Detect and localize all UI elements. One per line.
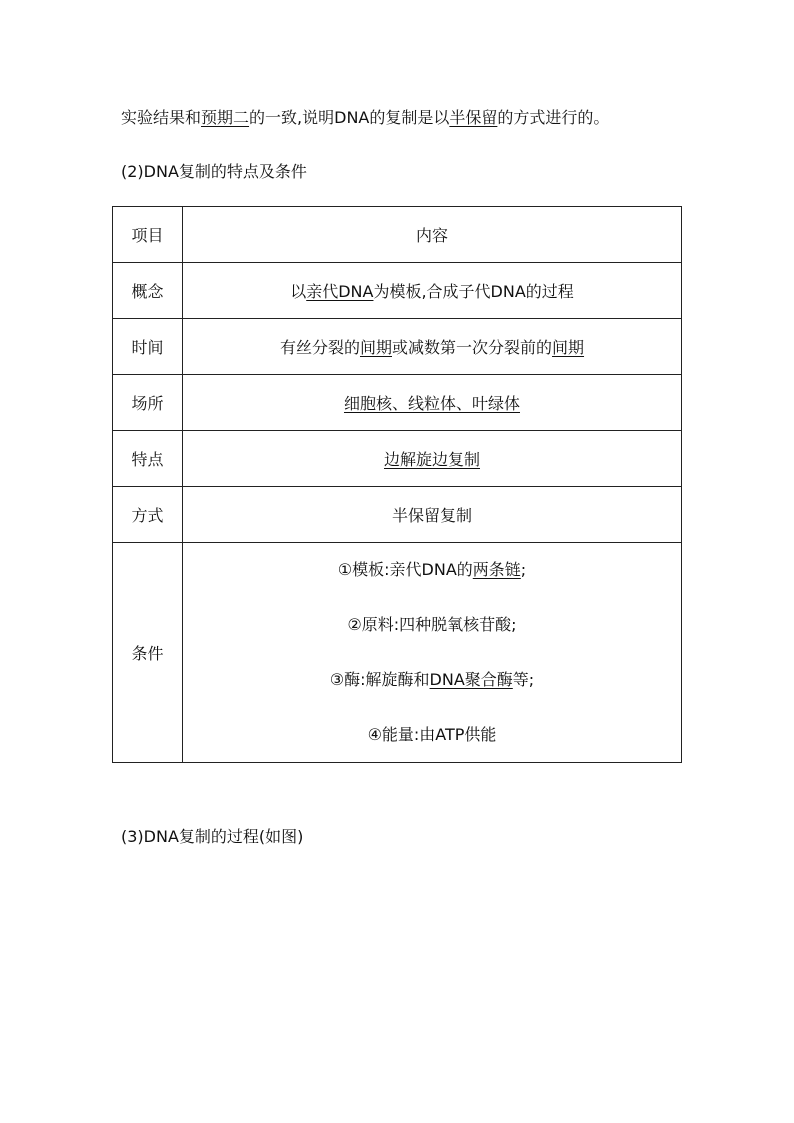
intro-underlined-1: 预期二 (201, 108, 250, 127)
dna-replication-table (112, 206, 682, 763)
intro-paragraph (121, 107, 609, 129)
time-label: 时间 (113, 319, 183, 375)
concept-content (183, 263, 682, 319)
place-underlined: 细胞核、线粒体、叶绿体 (343, 394, 520, 413)
section3-title: (3)DNA复制的过程(如图) (121, 827, 304, 846)
condition-3-text: ③酶:解旋酶和 (329, 670, 430, 689)
concept-text-post: 为模板,合成子代DNA的过程 (373, 282, 574, 301)
mode-label: 方式 (113, 487, 183, 543)
condition-line-4: ④能量:由ATP供能 (367, 725, 497, 744)
table-row-header (113, 207, 682, 263)
condition-1-end: ; (520, 560, 527, 579)
intro-text-3: 的方式进行的。 (497, 108, 610, 127)
condition-3-underlined: DNA聚合酶 (429, 670, 513, 689)
table-row-mode (113, 487, 682, 543)
condition-line-2: ②原料:四种脱氧核苷酸; (347, 615, 517, 634)
condition-1-text: ①模板:亲代DNA的 (337, 560, 473, 579)
header-item-cell: 项目 (113, 207, 183, 263)
place-label: 场所 (113, 375, 183, 431)
concept-label: 概念 (113, 263, 183, 319)
table-row-feature (113, 431, 682, 487)
table-row-place (113, 375, 682, 431)
condition-content (183, 543, 682, 763)
time-text-pre: 有丝分裂的 (279, 338, 360, 357)
condition-line-1 (183, 559, 681, 581)
intro-text-1: 实验结果和 (121, 108, 202, 127)
condition-line-3 (183, 669, 681, 691)
header-content-cell: 内容 (183, 207, 682, 263)
table-row-concept (113, 263, 682, 319)
section2-title: (2)DNA复制的特点及条件 (121, 162, 307, 181)
table-row-condition (113, 543, 682, 763)
intro-underlined-2: 半保留 (449, 108, 498, 127)
time-content (183, 319, 682, 375)
time-text-mid: 或减数第一次分裂前的 (392, 338, 553, 357)
concept-text-pre: 以 (290, 282, 307, 301)
mode-content: 半保留复制 (183, 487, 682, 543)
time-underlined-2: 间期 (552, 338, 585, 357)
condition-1-underlined: 两条链 (472, 560, 521, 579)
feature-underlined: 边解旋边复制 (383, 450, 480, 469)
feature-label: 特点 (113, 431, 183, 487)
condition-3-end: 等; (512, 670, 535, 689)
intro-text-2: 的一致,说明DNA的复制是以 (249, 108, 450, 127)
place-content (183, 375, 682, 431)
concept-underlined: 亲代DNA (306, 282, 374, 301)
time-underlined-1: 间期 (359, 338, 392, 357)
table-row-time (113, 319, 682, 375)
feature-content (183, 431, 682, 487)
condition-label: 条件 (113, 543, 183, 763)
